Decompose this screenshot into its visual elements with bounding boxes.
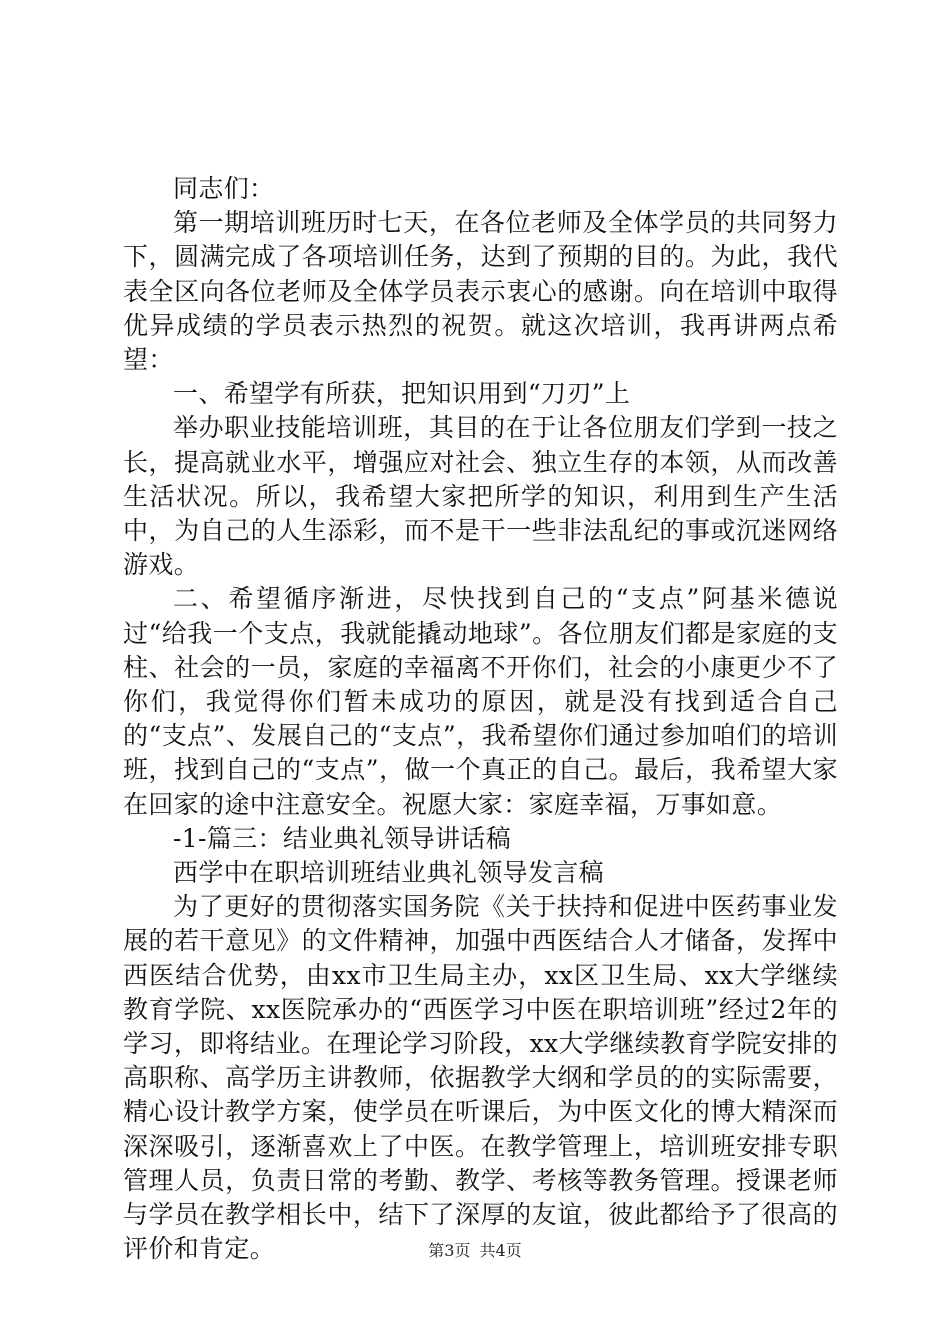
page-footer: [0, 1241, 950, 1261]
document-body: [123, 172, 838, 1267]
salutation: 同志们：: [173, 174, 275, 203]
paragraph-intro: 第一期培训班历时七天，在各位老师及全体学员的共同努力下，圆满完成了各项培训任务，达到了预期的目的。为此，我代表全区向各位老师及全体学员表示衷心的感谢。向在培训中取得优异成绩的学员表示热烈的祝贺。就这次培训，我再讲两点希望：: [123, 208, 838, 375]
page-total: 共4页: [479, 1241, 522, 1260]
page-number: 第3页: [428, 1241, 471, 1260]
heading-point-one: 一、希望学有所获，把知识用到“刀刃”上: [173, 379, 631, 409]
paragraph-speech-body: 为了更好的贯彻落实国务院《关于扶持和促进中医药事业发展的若干意见》的文件精神，加强中西医结合人才储备，发挥中西医结合优势，由xx市卫生局主办，xx区卫生局、xx大学继续教育学院、xx医院承办的“西医学习中医在职培训班”经过2年的学习，即将结业。在理论学习阶段，xx大学继续教育学院安排的高职称、高学历主讲教师，依据教学大纲和学员的的实际需要，精心设计教学方案，使学员在听课后，为中医文化的博大精深而深深吸引，逐渐喜欢上了中医。在教学管理上，培训班安排专职管理人员，负责日常的考勤、教学、考核等教务管理。授课老师与学员在教学相长中，结下了深厚的友谊，彼此都给予了很高的评价和肯定。: [123, 892, 838, 1264]
section-heading: -1-篇三：结业典礼领导讲话稿: [173, 823, 512, 853]
paragraph-point-one: 举办职业技能培训班，其目的在于让各位朋友们学到一技之长，提高就业水平，增强应对社会、独立生存的本领，从而改善生活状况。所以，我希望大家把所学的知识，利用到生产生活中，为自己的人生添彩，而不是干一些非法乱纪的事或沉迷网络游戏。: [123, 413, 838, 580]
paragraph-point-two: 二、希望循序渐进，尽快找到自己的“支点”阿基米德说过“给我一个支点，我就能撬动地球”。各位朋友们都是家庭的支柱、社会的一员，家庭的幸福离不开你们，社会的小康更少不了你们，我觉得你们暂未成功的原因，就是没有找到适合自己的“支点”、发展自己的“支点”，我希望你们通过参加咱们的培训班，找到自己的“支点”，做一个真正的自己。最后，我希望大家在回家的途中注意安全。祝愿大家：家庭幸福，万事如意。: [123, 584, 838, 819]
speech-title: 西学中在职培训班结业典礼领导发言稿: [173, 858, 604, 888]
